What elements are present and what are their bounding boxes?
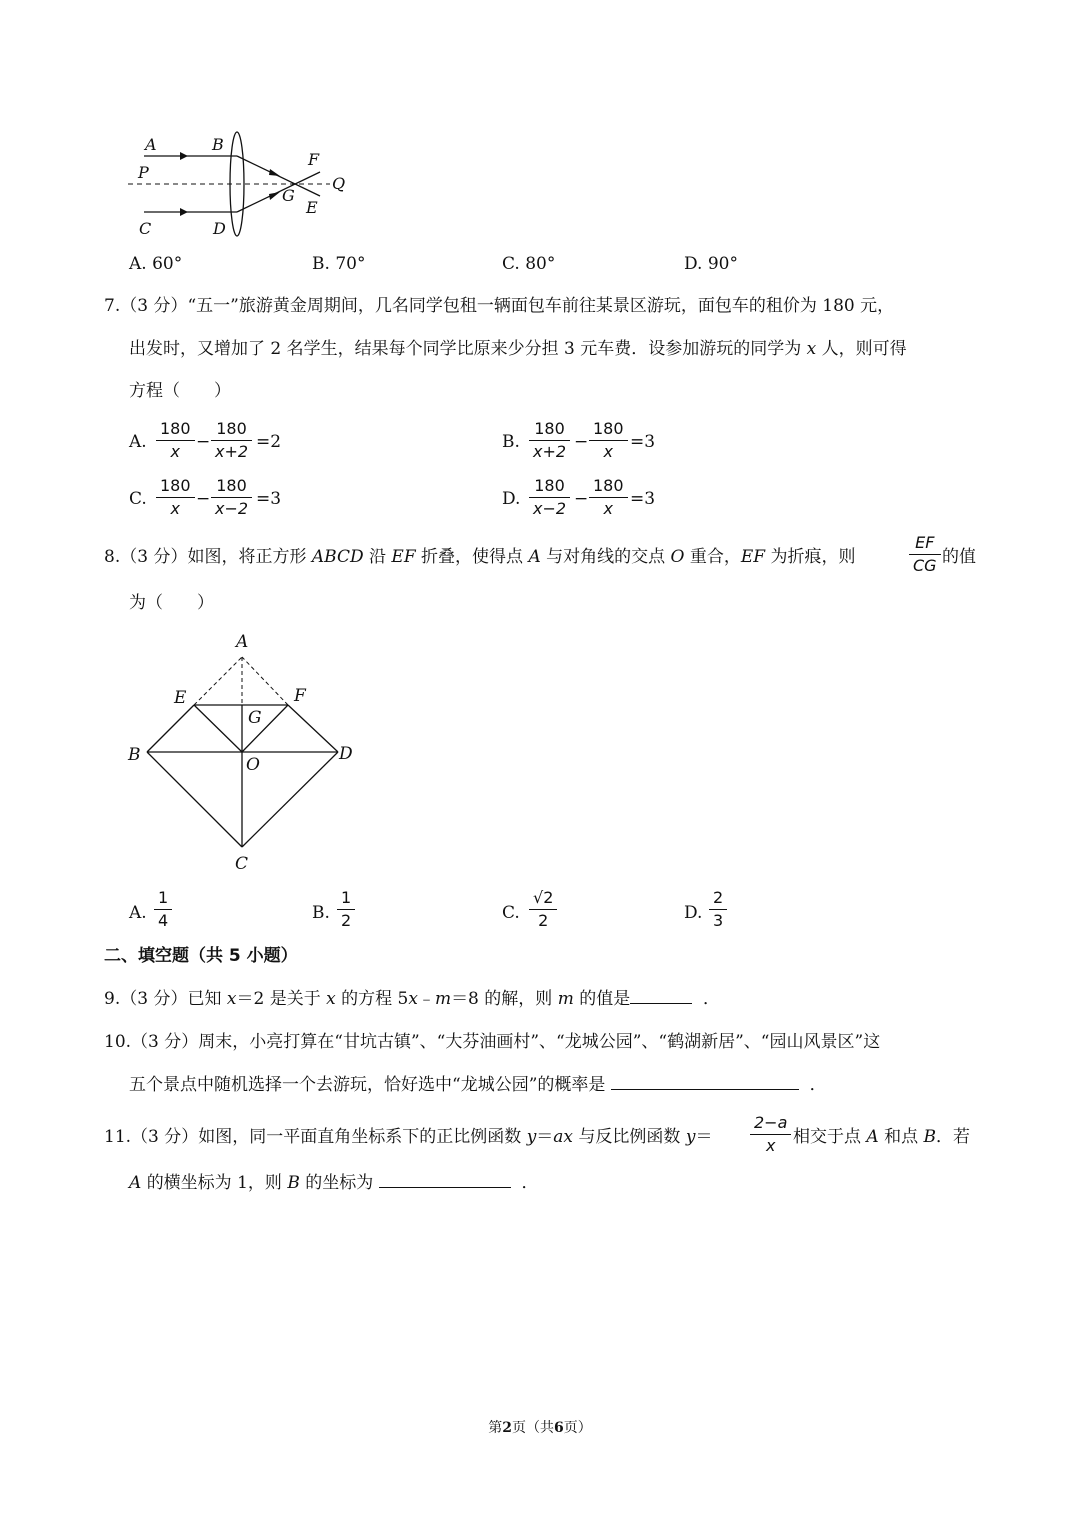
section-heading: 二、填空题（共 5 小题）	[104, 946, 298, 966]
numerator: √2	[533, 888, 554, 907]
fraction	[529, 418, 570, 463]
lens-label-g: G	[282, 186, 295, 205]
lens-label-d: D	[213, 219, 226, 238]
question-text: 出发时，又增加了 2 名学生，结果每个同学比原来少分担 3 元车费．设参加游玩的同学为	[129, 339, 802, 359]
q7-option-a-key[interactable]: A.	[129, 432, 147, 452]
q7-option-d-key[interactable]: D.	[502, 489, 521, 509]
fraction	[154, 887, 172, 932]
question-text: 相交于点	[793, 1127, 861, 1147]
question-text: 如图，将正方形	[187, 547, 307, 567]
q7-line1	[104, 296, 894, 316]
numerator: 180	[216, 419, 247, 438]
option-key: B.	[312, 254, 330, 274]
q7-line3	[129, 381, 231, 401]
q6-option-b[interactable]	[312, 254, 365, 274]
question-text: 为折痕，则	[770, 547, 856, 567]
variable: x	[226, 989, 237, 1009]
variable: y	[526, 1127, 537, 1147]
question-number: 8.	[104, 547, 121, 567]
page-total: 6	[554, 1420, 564, 1436]
q8-option-a-key[interactable]: A.	[129, 903, 147, 923]
numerator: EF	[915, 533, 935, 552]
q8-option-d-key[interactable]: D.	[684, 903, 703, 923]
question-text: ＝	[536, 1127, 554, 1147]
question-text: ．	[521, 1173, 539, 1193]
numerator: 180	[534, 476, 565, 495]
numerator: 2	[713, 888, 724, 907]
numerator: 180	[534, 419, 565, 438]
q7-option-c-key[interactable]: C.	[129, 489, 147, 509]
q7-line2	[129, 339, 907, 359]
lens-label-c: C	[139, 219, 152, 238]
question-score: （3 分）	[131, 1032, 199, 1052]
q6-option-c[interactable]	[502, 254, 555, 274]
footer-text: 页（共	[512, 1420, 554, 1436]
question-text: ．若	[936, 1127, 970, 1147]
lens-figure	[120, 125, 360, 240]
numerator: 1	[158, 888, 169, 907]
question-text: ＝2 是关于	[236, 989, 321, 1009]
fraction-2-a-over-x	[750, 1112, 791, 1157]
q6-option-a[interactable]	[129, 254, 182, 274]
denominator: x+2	[215, 442, 249, 461]
denominator: x	[170, 442, 180, 461]
q11-line1-left	[104, 1127, 712, 1147]
q8-option-b-key[interactable]: B.	[312, 903, 330, 923]
question-text: 如图，同一平面直角坐标系下的正比例函数	[198, 1127, 522, 1147]
question-text: “五一”旅游黄金周期间，几名同学包租一辆面包车前往某景区游玩，面包车的租价为 180 元，	[187, 296, 895, 316]
fraction-ef-cg	[909, 532, 941, 577]
option-key: A.	[129, 254, 147, 274]
fraction	[589, 475, 628, 520]
denominator: 4	[158, 911, 169, 930]
operator: −	[196, 489, 211, 509]
q7-option-b-key[interactable]: B.	[502, 432, 520, 452]
page-number: 2	[502, 1420, 512, 1436]
q8-line2	[129, 593, 214, 613]
square-label-e: E	[174, 688, 187, 708]
rhs: =3	[256, 489, 282, 509]
denominator: x−2	[533, 499, 567, 518]
answer-blank[interactable]	[379, 1187, 511, 1188]
square-label-f: F	[294, 686, 306, 706]
question-text: 和点	[884, 1127, 919, 1147]
fraction	[211, 475, 252, 520]
q6-option-d[interactable]	[684, 254, 738, 274]
variable: m	[434, 989, 452, 1009]
question-text: ．	[809, 1075, 827, 1095]
square-label-g: G	[248, 708, 262, 728]
numerator: 1	[341, 888, 352, 907]
question-text: 为（ ）	[129, 593, 214, 613]
q8-option-c-key[interactable]: C.	[502, 903, 520, 923]
question-text: 周末，小亮打算在“甘坑古镇”、“大芬油画村”、“龙城公园”、“鹤湖新居”、“园山风景区”这	[198, 1032, 881, 1052]
denominator: x	[170, 499, 180, 518]
denominator: CG	[913, 556, 937, 575]
question-score: （3 分）	[120, 989, 188, 1009]
denominator: x	[603, 499, 613, 518]
question-number: 10.	[104, 1032, 132, 1052]
operator: −	[574, 432, 589, 452]
lens-label-q: Q	[332, 174, 346, 193]
numerator: 180	[593, 419, 624, 438]
question-number: 9.	[104, 989, 121, 1009]
fraction	[589, 418, 628, 463]
option-value: 90°	[707, 254, 738, 274]
question-text: ＝8 的解，则	[451, 989, 553, 1009]
footer-text: 页）	[563, 1420, 592, 1436]
variable: y	[685, 1127, 696, 1147]
variable: A	[129, 1173, 142, 1193]
question-text: 的横坐标为 1，则	[146, 1173, 282, 1193]
question-text: 方程（ ）	[129, 381, 231, 401]
square-label-d: D	[339, 744, 353, 764]
operator: −	[196, 432, 211, 452]
q11-line2	[129, 1173, 538, 1193]
question-text: 沿	[369, 547, 387, 567]
variable: ABCD	[311, 547, 364, 567]
question-number: 7.	[104, 296, 121, 316]
operator: −	[574, 489, 589, 509]
lens-label-p: P	[138, 163, 149, 182]
numerator: 180	[160, 419, 191, 438]
question-text: 折叠，使得点	[421, 547, 524, 567]
answer-blank[interactable]	[630, 1003, 692, 1004]
rhs: =2	[256, 432, 282, 452]
q11-line1-right	[793, 1127, 970, 1147]
fraction	[156, 475, 195, 520]
question-score: （3 分）	[120, 547, 188, 567]
square-label-o: O	[246, 755, 260, 775]
question-number: 11.	[104, 1127, 132, 1147]
square-label-a: A	[236, 632, 249, 652]
rhs: =3	[630, 489, 656, 509]
option-value: 70°	[335, 254, 366, 274]
q8-line1	[104, 547, 856, 567]
fraction	[156, 418, 195, 463]
numerator: 180	[216, 476, 247, 495]
question-text: ＝	[695, 1127, 713, 1147]
answer-blank[interactable]	[611, 1089, 799, 1090]
option-value: 80°	[525, 254, 556, 274]
footer-text: 第	[488, 1420, 503, 1436]
variable: EF	[740, 547, 766, 567]
question-text: 的值是	[579, 989, 631, 1009]
variable: x	[408, 989, 418, 1009]
square-label-c: C	[235, 854, 249, 874]
variable: A	[528, 547, 541, 567]
question-text: ．	[703, 989, 721, 1009]
square-label-b: B	[128, 745, 141, 765]
question-text: 与反比例函数	[578, 1127, 681, 1147]
q10-line1	[104, 1032, 880, 1052]
option-value: 60°	[152, 254, 183, 274]
fraction	[709, 887, 727, 932]
page-footer	[0, 1417, 1080, 1437]
variable: B	[287, 1173, 300, 1193]
rhs: =3	[630, 432, 656, 452]
fraction	[529, 475, 570, 520]
denominator: x	[603, 442, 613, 461]
variable: EF	[391, 547, 416, 567]
question-text: 重合，	[689, 547, 741, 567]
denominator: x−2	[215, 499, 249, 518]
question-text: 与对角线的交点	[546, 547, 666, 567]
variable: ax	[553, 1127, 574, 1147]
fraction	[211, 418, 252, 463]
q10-line2	[129, 1075, 827, 1095]
denominator: x	[765, 1136, 776, 1155]
fraction	[529, 887, 557, 932]
lens-label-e: E	[306, 198, 318, 217]
variable: x	[326, 989, 336, 1009]
question-text: 人，则可得	[821, 339, 907, 359]
square-fold-figure	[120, 625, 370, 875]
numerator: 180	[593, 476, 624, 495]
denominator: 2	[538, 911, 549, 930]
q9-line	[104, 989, 720, 1009]
numerator: 180	[160, 476, 191, 495]
denominator: 2	[341, 911, 352, 930]
lens-label-b: B	[212, 135, 224, 154]
numerator: 2−a	[754, 1113, 788, 1132]
option-key: D.	[684, 254, 703, 274]
variable: O	[670, 547, 685, 567]
question-text: 五个景点中随机选择一个去游玩，恰好选中“龙城公园”的概率是	[129, 1075, 606, 1095]
denominator: 3	[713, 911, 724, 930]
question-text: 的方程 5	[341, 989, 409, 1009]
question-text: ﹣	[417, 989, 435, 1009]
variable: B	[923, 1127, 936, 1147]
lens-label-f: F	[308, 150, 320, 169]
variable: x	[806, 339, 817, 359]
question-score: （3 分）	[131, 1127, 199, 1147]
lens-label-a: A	[145, 135, 157, 154]
q8-line1-end: 的值	[942, 547, 976, 567]
variable: A	[866, 1127, 879, 1147]
variable: m	[557, 989, 574, 1009]
fraction	[337, 887, 355, 932]
denominator: x+2	[533, 442, 567, 461]
question-text: 的坐标为	[305, 1173, 374, 1193]
option-key: C.	[502, 254, 520, 274]
question-text: 已知	[187, 989, 222, 1009]
question-score: （3 分）	[120, 296, 188, 316]
